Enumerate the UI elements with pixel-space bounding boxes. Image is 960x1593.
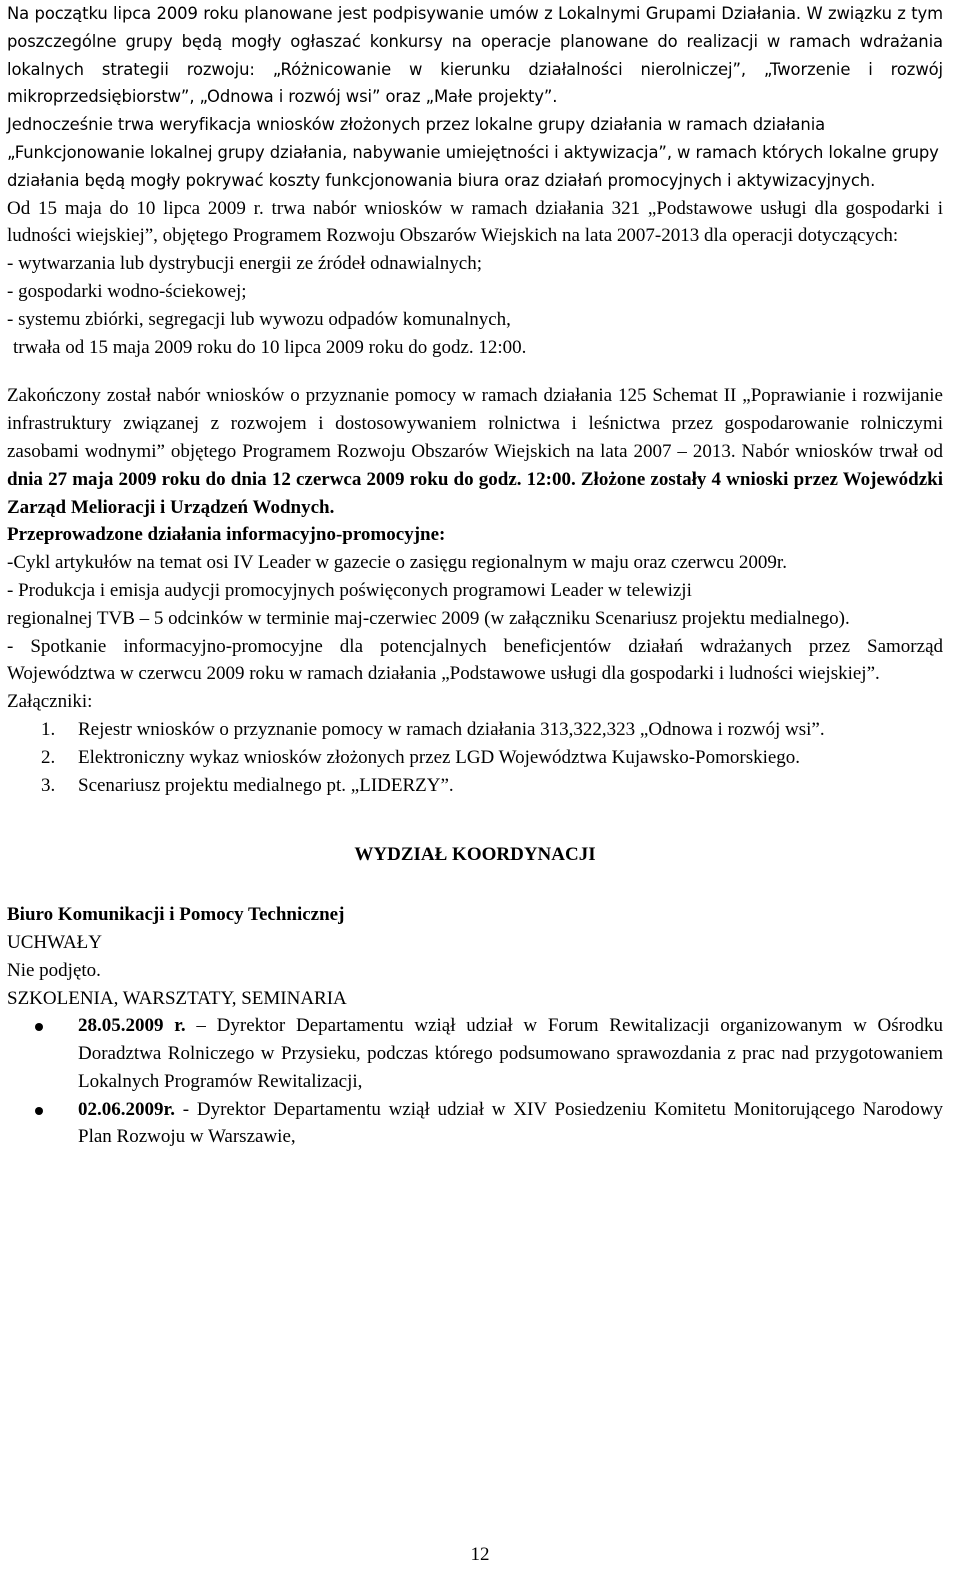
attachment-number: 3. (41, 774, 56, 796)
bullet-icon (35, 1107, 43, 1115)
attachment-number: 1. (41, 718, 56, 740)
attachments-list (7, 716, 943, 799)
resolutions-text: Nie podjęto. (7, 959, 101, 981)
attachment-text: Scenariusz projektu medialnego pt. „LIDERZY”. (78, 774, 454, 796)
bullet-icon (35, 1023, 43, 1031)
promo-item-articles: -Cykl artykułów na temat osi IV Leader w gazecie o zasięgu regionalnym w maju oraz czerwcu 2009r. (7, 552, 787, 574)
event-text: – Dyrektor Departamentu wziął udział w Forum Rewitalizacji organizowanym w Ośrodku Doradztwa Rolniczego w Przysieku, podczas którego podsumowano sprawozdania z prac nad przygotowaniem Lokalnych Programów Rewitalizacji, (78, 1015, 943, 1092)
promo-item-tv-continued: regionalnej TVB – 5 odcinków w terminie maj-czerwiec 2009 (w załączniku Scenariusz projektu medialnego). (7, 607, 850, 629)
measure-321-item: - systemu zbiórki, segregacji lub wywozu odpadów komunalnych, (7, 308, 511, 330)
attachment-item (7, 744, 943, 772)
promo-item-tv-line: - Produkcja i emisja audycji promocyjnych poświęconych programowi Leader w telewizji (7, 579, 692, 601)
promo-heading: Przeprowadzone działania informacyjno-promocyjne: (7, 524, 446, 546)
lgd-section (7, 0, 943, 195)
attachment-text: Rejestr wniosków o przyznanie pomocy w ramach działania 313,322,323 „Odnowa i rozwój wsi”. (78, 718, 825, 740)
measure-321-item: - gospodarki wodno-ściekowej; (7, 280, 247, 302)
promo-section (7, 521, 943, 688)
attachments-label: Załączniki: (7, 691, 93, 713)
event-date: 28.05.2009 r. (78, 1015, 186, 1037)
resolutions-label: UCHWAŁY (7, 931, 102, 953)
promo-item-meeting: - Spotkanie informacyjno-promocyjne dla potencjalnych beneficjentów działań wdrażanych przez Samorząd Województwa w czerwcu 2009 roku w ramach działania „Podstawowe usługi dla gospodarki i ludności wiejskiej”. (7, 635, 943, 685)
attachments-section (7, 688, 943, 799)
bureau-title: Biuro Komunikacji i Pomocy Technicznej (7, 904, 345, 926)
event-item (7, 1096, 943, 1152)
page-number: 12 (470, 1544, 490, 1565)
event-text: - Dyrektor Departamentu wziął udział w XIV Posiedzeniu Komitetu Monitorującego Narodowy Plan Rozwoju w Warszawie, (78, 1098, 943, 1148)
attachment-item (7, 772, 943, 800)
measure-321-item: - wytwarzania lub dystrybucji energii ze źródeł odnawialnych; (7, 253, 483, 275)
bureau-section (7, 901, 943, 1151)
lgd-agreements-paragraph: Na początku lipca 2009 roku planowane jest podpisywanie umów z Lokalnymi Grupami Działania. W związku z tym poszczególne grupy będą mogły ogłaszać konkursy na operacje planowane do realizacji w ramach wdrażania lokalnych strategii rozwoju: „Różnicowanie w kierunku działalności nierolniczej”, „Tworzenie i rozwój mikroprzedsiębiorstw”, „Odnowa i rozwój wsi” oraz „Małe projekty”. (7, 4, 943, 107)
event-date: 02.06.2009r. (78, 1098, 175, 1120)
measure-321-closing: trwała od 15 maja 2009 roku do 10 lipca 2009 roku do godz. 12:00. (13, 336, 527, 358)
measure-125-text: Zakończony został nabór wniosków o przyznanie pomocy w ramach działania 125 Schemat II „Poprawianie i rozwijanie infrastruktury związanej z rozwojem i dostosowywaniem rolnictwa i leśnictwa przez gospodarowanie rolniczymi zasobami wodnymi” objętego Programem Rozwoju Obszarów Wiejskich na lata 2007 – 2013. Nabór wniosków trwał od (7, 385, 943, 462)
trainings-label: SZKOLENIA, WARSZTATY, SEMINARIA (7, 987, 347, 1009)
attachment-item (7, 716, 943, 744)
measure-125-section (7, 382, 943, 521)
measure-321-intro: Od 15 maja do 10 lipca 2009 r. trwa nabór wniosków w ramach działania 321 „Podstawowe usługi dla gospodarki i ludności wiejskiej”, objętego Programem Rozwoju Obszarów Wiejskich na lata 2007-2013 dla operacji dotyczących: (7, 197, 943, 247)
measure-321-section (7, 195, 943, 362)
document-page (7, 0, 943, 1151)
attachment-text: Elektroniczny wykaz wniosków złożonych przez LGD Województwa Kujawsko-Pomorskiego. (78, 746, 801, 768)
lgd-verification-paragraph: Jednocześnie trwa weryfikacja wniosków złożonych przez lokalne grupy działania w ramach działania „Funkcjonowanie lokalnej grupy działania, nabywanie umiejętności i aktywizacja”, w ramach których lokalne grupy działania będą mogły pokrywać koszty funkcjonowania biura oraz działań promocyjnych i aktywizacyjnych. (7, 115, 939, 190)
event-item (7, 1012, 943, 1095)
measure-125-bold-text: dnia 27 maja 2009 roku do dnia 12 czerwca 2009 roku do godz. 12:00. Złożone zostały 4 wnioski przez Wojewódzki Zarząd Melioracji i Urządzeń Wodnych. (7, 468, 943, 518)
attachment-number: 2. (41, 746, 56, 768)
events-list (7, 1012, 943, 1151)
measure-125-paragraph (7, 382, 943, 521)
section-title: WYDZIAŁ KOORDYNACJI (354, 844, 596, 866)
